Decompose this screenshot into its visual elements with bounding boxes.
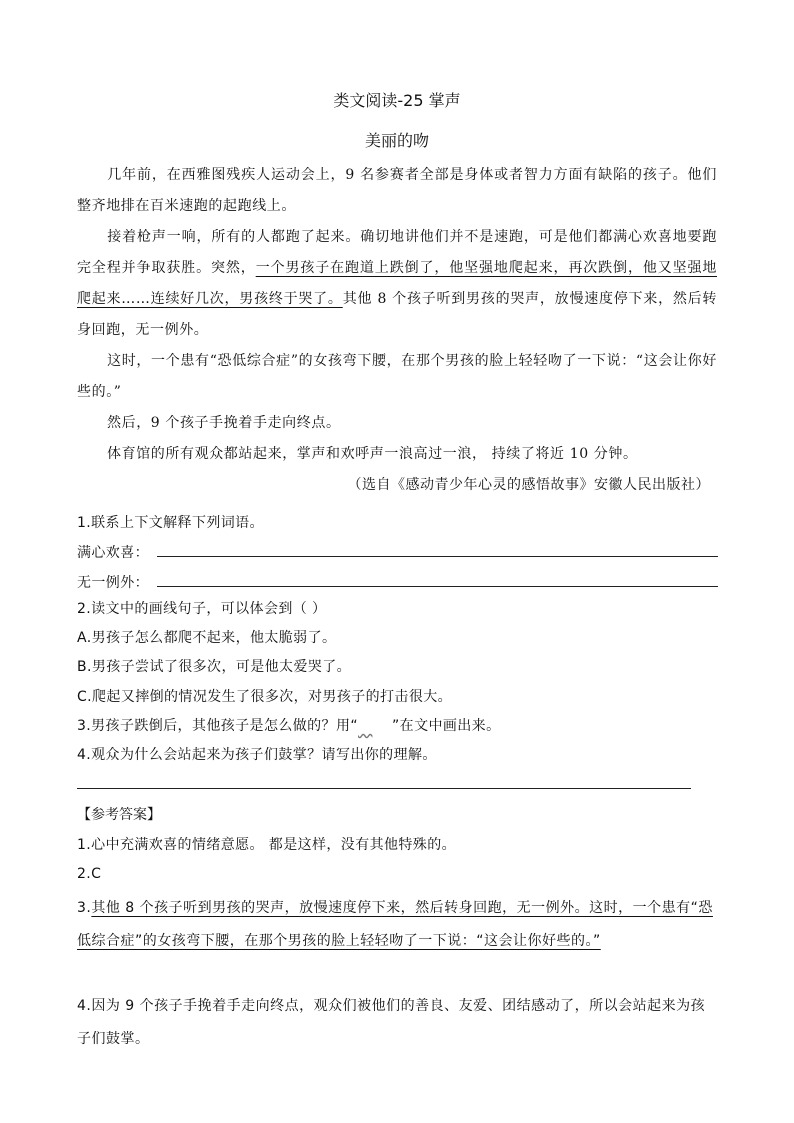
passage-title: 美丽的吻 <box>364 131 429 150</box>
answer-4: 4.因为 9 个孩子手挽着手走向终点，观众们被他们的善良、友爱、团结感动了，所以会站起来为孩子们鼓掌。 <box>77 998 706 1047</box>
underlined-sentence: 一个男孩子在跑道上跌倒了，他坚强地爬起来，再次跌倒，他又坚强地爬起来……连续好几次，男孩终于哭了。 <box>77 260 717 307</box>
paragraph-text: 体育馆的所有观众都站起来，掌声和欢呼声一浪高过一浪， 持续了将近 10 分钟。 <box>107 446 638 462</box>
paragraph-text: 其他 8 个孩子听到男孩的哭声，放慢速度停下来，然后转身回跑，无一例外。 <box>77 291 717 338</box>
answer-3: 3.其他 8 个孩子听到男孩的哭声，放慢速度停下来，然后转身回跑，无一例外。这时，一个患有“恐低综合症”的女孩弯下腰，在那个男孩的脸上轻轻吻了一下说：“这会让你好些的。” <box>77 900 713 949</box>
question-2: 2.读文中的画线句子，可以体会到（ ） <box>77 601 327 617</box>
option-a: A.男孩子怎么都爬不起来，他太脆弱了。 <box>77 630 337 646</box>
option-b: B.男孩子尝试了很多次，可是他太爱哭了。 <box>77 659 352 675</box>
answer-3-underlined: 其他 8 个孩子听到男孩的哭声，放慢速度停下来，然后转身回跑，无一例外。这时，一个患有“恐低综合症”的女孩弯下腰，在那个男孩的脸上轻轻吻了一下说：“这会让你好些的。” <box>77 900 713 949</box>
passage-paragraph-5 <box>77 439 717 470</box>
term-label-1: 满心欢喜： <box>77 545 149 561</box>
answer-2: 2.C <box>77 866 102 882</box>
question-1: 1.联系上下文解释下列词语。 <box>77 515 264 531</box>
answer-1: 1.心中充满欢喜的情绪意愿。 都是这样，没有其他特殊的。 <box>77 837 457 853</box>
paragraph-text: 接着枪声一响，所有的人都跑了起来。确切地讲他们并不是速跑，可是他们都满心欢喜地要跑完全程并争取获胜。突然， <box>77 229 717 276</box>
source-citation: （选自《感动青少年心灵的感悟故事》安徽人民出版社） <box>347 477 710 493</box>
term-label-2: 无一例外： <box>77 575 149 591</box>
question-4: 4.观众为什么会站起来为孩子们鼓掌？请写出你的理解。 <box>77 747 437 763</box>
answer-line-q4[interactable] <box>77 788 691 789</box>
answer-line-term-2[interactable] <box>157 586 718 587</box>
answers-heading: 【参考答案】 <box>77 807 161 823</box>
paragraph-text: 几年前，在西雅图残疾人运动会上，9 名参赛者全部是身体或者智力方面有缺陷的孩子。他们整齐地排在百米速跑的起跑线上。 <box>77 167 717 214</box>
passage-paragraph-1 <box>77 160 717 222</box>
option-c: C.爬起又摔倒的情况发生了很多次，对男孩子的打击很大。 <box>77 689 453 705</box>
passage-paragraph-2 <box>77 222 717 346</box>
paragraph-text: 然后，9 个孩子手挽着手走向终点。 <box>107 415 341 431</box>
passage-paragraph-4 <box>77 408 717 439</box>
paragraph-text: 这时，一个患有“恐低综合症”的女孩弯下腰，在那个男孩的脸上轻轻吻了一下说：“这会让你好些的。” <box>77 353 717 400</box>
answer-line-term-1[interactable] <box>157 556 718 557</box>
wavy-line-mark <box>358 718 392 734</box>
document-title: 类文阅读-25 掌声 <box>333 91 461 110</box>
passage-paragraph-3 <box>77 346 717 408</box>
question-3: 3.男孩子跌倒后，其他孩子是怎么做的？用“ ”在文中画出来。 <box>77 718 501 734</box>
